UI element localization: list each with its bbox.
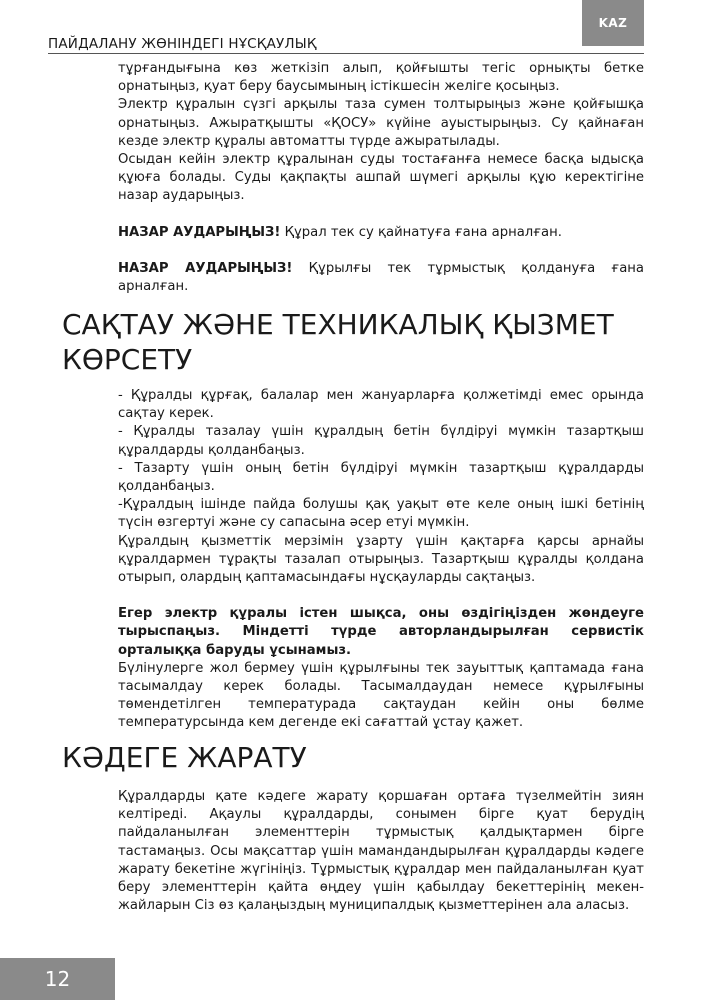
- intro-paragraph-2: Электр құралын сүзгі арқылы таза сумен толтырыңыз және қойғышқа орнатыңыз. Ажыратқышты «ҚОСУ» күйіне ауыстырыңыз. Су қайнаған кезде электр құралы автоматты түрде ажыратылады.: [118, 97, 644, 149]
- transport-paragraph: Бүлінулерге жол бермеу үшін құрылғыны тек зауыттық қаптамада ғана тасымалдау керек болады. Тасымалдаудан немесе құрылғыны төмендетілген температурада сақтаудан кейін оны бөлме температурсында кем дегенде екі сағаттай ұстау қажет.: [118, 660, 644, 731]
- attention-note-2: [118, 260, 644, 296]
- storage-item: -Құралдың ішінде пайда болушы қақ уақыт өте келе оның ішкі бетінің түсін өзгертуі және су сапасына әсер етуі мүмкін.: [118, 497, 644, 531]
- attention-text-2: Құрылғы тек тұрмыстық қолдануға ғана арналған.: [118, 260, 644, 295]
- manual-header-title: ПАЙДАЛАНУ ЖӨНІНДЕГІ НҰСҚАУЛЫҚ: [48, 36, 317, 52]
- storage-item: - Құралды құрғақ, балалар мен жануарларға қолжетімді емес орында сақтау керек.: [118, 388, 644, 422]
- storage-item: - Құралды тазалау үшін құралдың бетін бүлдіруі мүмкін тазартқыш құралдарды қолданбаңыз.: [118, 424, 644, 458]
- recycling-paragraph: Құралдарды қате кәдеге жарату қоршаған ортаға түзелмейтін зиян келтіреді. Ақаулы құралдарды, сонымен бірге қуат берудің пайдаланылған элементтерін тұрмыстық қалдықтармен бірге тастамаңыз. Осы мақсаттар үшін мамандандырылған құралдарды кәдеге жарату бекетіне жүгініңіз. Тұрмыстық құралдар мен пайдаланылған қуат беру элементтерін қайта өңдеу үшін қабылдау бекеттерінің мекен-жайларын Сіз өз қалаңыздың муниципалдық қызметтерінен ала аласыз.: [118, 789, 644, 914]
- storage-item: Құралдың қызметтік мерзімін ұзарту үшін қақтарға қарсы арнайы құралдармен тұрақты тазалап отырыңыз. Тазартқыш құралды қолдана отырып, олардың қаптамасындағы нұсқауларды сақтаңыз.: [118, 533, 644, 586]
- storage-section-title: САҚТАУ ЖӘНЕ ТЕХНИКАЛЫҚ ҚЫЗМЕТ КӨРСЕТУ: [62, 308, 614, 376]
- intro-paragraph-1: тұрғандығына көз жеткізіп алып, қойғышты тегіс орнықты бетке орнатыңыз, қуат беру баусымының істікшесін желіге қосыңыз.: [118, 61, 644, 95]
- storage-section: [118, 387, 644, 733]
- intro-paragraph-3: Осыдан кейін электр құралынан суды тостағанға немесе басқа ыдысқа құюға болады. Суды қақпақты ашпай шүмегі арқылы құю керектігіне назар аударыңыз.: [118, 152, 644, 204]
- recycling-section: [118, 788, 644, 915]
- header-divider: [48, 53, 644, 54]
- attention-label-2: НАЗАР АУДАРЫҢЫЗ!: [118, 260, 293, 276]
- attention-label-1: НАЗАР АУДАРЫҢЫЗ!: [118, 224, 281, 240]
- language-badge: KAZ: [582, 0, 644, 46]
- storage-item: - Тазарту үшін оның бетін бүлдіруі мүмкін тазартқыш құралдарды қолданбаңыз.: [118, 460, 644, 495]
- attention-text-1: Құрал тек су қайнатуға ғана арналған.: [280, 224, 562, 240]
- service-warning: Егер электр құралы істен шықса, оны өздігіңізден жөндеуге тырыспаңыз. Міндетті түрде авторландырылған сервистік орталыққа баруды ұсынамыз.: [118, 606, 644, 658]
- intro-section: [118, 60, 644, 296]
- attention-note-1: [118, 224, 644, 242]
- page-number: 12: [0, 958, 115, 1000]
- recycling-section-title: КӘДЕГЕ ЖАРАТУ: [62, 741, 307, 774]
